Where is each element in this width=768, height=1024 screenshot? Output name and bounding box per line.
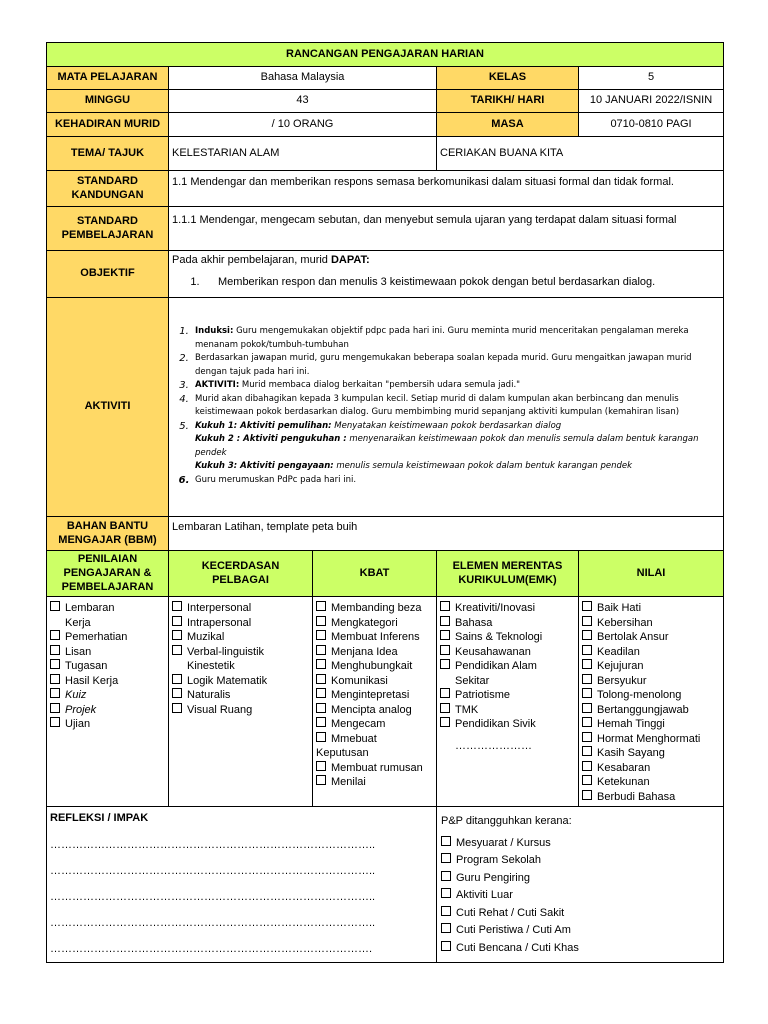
ditangguhkan-section <box>437 807 724 963</box>
kehadiran-value: / 10 ORANG <box>169 113 437 137</box>
kukuh-3-text: menulis semula keistimewaan pokok dalam bentuk karangan pendek <box>333 461 633 471</box>
masa-label: MASA <box>437 113 579 137</box>
aktiviti-item-body: Menyatakan keistimewaan pokok berdasarkan dialog <box>331 420 562 431</box>
checkbox-icon[interactable] <box>440 601 450 611</box>
ditangguhkan-item[interactable]: Guru Pengiring <box>441 870 719 888</box>
checkbox-icon[interactable] <box>440 616 450 626</box>
checkbox-icon[interactable] <box>316 601 326 611</box>
checkbox-icon[interactable] <box>316 616 326 626</box>
checkbox-icon[interactable] <box>441 906 451 916</box>
checkbox-icon[interactable] <box>582 790 592 800</box>
objektif-intro-bold: DAPAT: <box>330 254 370 266</box>
aktiviti-item-body: Murid akan dibahagikan kepada 3 kumpulan kecil. Setiap murid di dalam kumpulan akan berbincang dan menulis keistimewaan pokok berdasarkan dialog. Guru membimbing murid sepanjang aktiviti kumpulan (kemahiran lisan) <box>195 393 680 417</box>
checkbox-icon[interactable] <box>172 645 182 655</box>
aktiviti-item-number: 5. <box>179 420 189 432</box>
checkbox-icon[interactable] <box>316 761 326 771</box>
aktiviti-item-number: 1. <box>179 326 189 337</box>
kbat-item[interactable]: Mengecam <box>316 717 433 732</box>
aktiviti-item-6 <box>173 474 715 488</box>
emk-item: Sekitar <box>455 674 490 687</box>
tema-value: KELESTARIAN ALAM <box>169 137 437 171</box>
checkbox-icon[interactable] <box>441 888 451 898</box>
aktiviti-item-text <box>195 352 715 379</box>
aktiviti-item-body: Murid membaca dialog berkaitan "pembersih udara semula jadi." <box>239 380 521 390</box>
checkbox-icon[interactable] <box>440 688 450 698</box>
refleksi-section <box>47 807 437 963</box>
kbat-item[interactable]: Membanding beza <box>316 601 433 616</box>
checkbox-icon[interactable] <box>441 941 451 951</box>
checkbox-icon[interactable] <box>172 703 182 713</box>
rph-table <box>46 42 724 963</box>
aktiviti-item-6-number: 6. <box>178 474 190 486</box>
page-title: RANCANGAN PENGAJARAN HARIAN <box>47 43 724 67</box>
checkbox-icon[interactable] <box>316 645 326 655</box>
nilai-item[interactable]: Kesabaran <box>582 761 720 776</box>
aktiviti-item-lead: Kukuh 1: Aktiviti pemulihan: <box>195 420 332 431</box>
checkbox-icon[interactable] <box>316 630 326 640</box>
kbat-header: KBAT <box>313 551 437 597</box>
aktiviti-item-text <box>195 379 715 393</box>
kecerdasan-item[interactable]: Intrapersonal <box>172 616 309 631</box>
emk-list <box>437 597 579 807</box>
tarikh-label: TARIKH/ HARI <box>437 90 579 113</box>
checkbox-icon[interactable] <box>582 688 592 698</box>
refleksi-line[interactable]: …………………………………………………………………………….. <box>50 891 376 903</box>
aktiviti-item-number: 3. <box>179 380 189 391</box>
aktiviti-item-number: 4. <box>179 393 189 405</box>
objektif-label: OBJEKTIF <box>47 251 169 298</box>
penilaian-item[interactable]: Projek <box>50 703 165 718</box>
mata-pelajaran-value: Bahasa Malaysia <box>169 67 437 90</box>
nilai-item[interactable]: Berbudi Bahasa <box>582 790 720 805</box>
penilaian-list <box>47 597 169 807</box>
checkbox-icon[interactable] <box>582 674 592 684</box>
refleksi-line[interactable]: …………………………………………………………………………….. <box>50 839 376 851</box>
checkbox-icon[interactable] <box>582 732 592 742</box>
emk-item: ………………… <box>455 739 532 752</box>
tema-label: TEMA/ TAJUK <box>47 137 169 171</box>
kbat-item[interactable]: Menjana Idea <box>316 645 433 660</box>
nilai-item[interactable]: Keadilan <box>582 645 720 660</box>
checkbox-icon[interactable] <box>582 630 592 640</box>
checkbox-icon[interactable] <box>582 616 592 626</box>
kbat-item[interactable]: Menghubungkait <box>316 659 433 674</box>
aktiviti-item-4 <box>173 393 715 420</box>
checkbox-icon[interactable] <box>316 703 326 713</box>
kecerdasan-item[interactable]: Visual Ruang <box>172 703 309 718</box>
emk-item[interactable]: Sains & Teknologi <box>440 630 575 645</box>
kbat-item[interactable]: Membuat Inferens <box>316 630 433 645</box>
nilai-item[interactable]: Tolong-menolong <box>582 688 720 703</box>
checkbox-icon[interactable] <box>172 674 182 684</box>
kehadiran-label: KEHADIRAN MURID <box>47 113 169 137</box>
checkbox-icon[interactable] <box>50 645 60 655</box>
masa-value: 0710-0810 PAGI <box>579 113 724 137</box>
emk-item[interactable]: Pendidikan Sivik <box>440 717 575 732</box>
checkbox-icon[interactable] <box>582 761 592 771</box>
kbat-item[interactable]: Mmebuat <box>316 732 433 747</box>
standard-kandungan-value: 1.1 Mendengar dan memberikan respons semasa berkomunikasi dalam situasi formal dan tidak formal. <box>169 171 724 207</box>
aktiviti-item-text <box>195 393 715 420</box>
penilaian-item[interactable]: Hasil Kerja <box>50 674 165 689</box>
nilai-item[interactable]: Bersyukur <box>582 674 720 689</box>
aktiviti-label: AKTIVITI <box>47 298 169 517</box>
emk-item[interactable]: Keusahawanan <box>440 645 575 660</box>
checkbox-icon[interactable] <box>440 645 450 655</box>
checkbox-icon[interactable] <box>582 775 592 785</box>
aktiviti-item-2 <box>173 352 715 379</box>
objektif-intro: Pada akhir pembelajaran, murid <box>172 254 331 266</box>
emk-item[interactable]: Bahasa <box>440 616 575 631</box>
emk-item[interactable]: TMK <box>440 703 575 718</box>
checkbox-icon[interactable] <box>440 659 450 669</box>
aktiviti-item-body: Guru mengemukakan objektif pdpc pada hari ini. Guru meminta murid menceritakan pengalaman mereka menanam pokok/tumbuh-tumbuhan <box>195 326 689 350</box>
checkbox-icon[interactable] <box>440 630 450 640</box>
checkbox-icon[interactable] <box>316 674 326 684</box>
ditangguhkan-label: P&P ditangguhkan kerana: <box>441 815 572 828</box>
refleksi-line[interactable]: …………………………………………………………………………….. <box>50 917 376 929</box>
minggu-value: 43 <box>169 90 437 113</box>
kbat-item[interactable]: Menilai <box>316 775 433 790</box>
checkbox-icon[interactable] <box>582 703 592 713</box>
standard-pembelajaran-label: STANDARD PEMBELAJARAN <box>47 207 169 251</box>
aktiviti-content <box>169 298 724 517</box>
kbat-item[interactable]: Komunikasi <box>316 674 433 689</box>
checkbox-icon[interactable] <box>50 717 60 727</box>
kbat-list <box>313 597 437 807</box>
kecerdasan-item[interactable]: Muzikal <box>172 630 309 645</box>
checkbox-icon[interactable] <box>172 630 182 640</box>
ditangguhkan-item[interactable]: Mesyuarat / Kursus <box>441 835 719 853</box>
checkbox-icon[interactable] <box>316 717 326 727</box>
checkbox-icon[interactable] <box>440 717 450 727</box>
kukuh-2-lead: Kukuh 2 : Aktiviti pengukuhan : <box>195 434 347 444</box>
kecerdasan-item[interactable]: Verbal-linguistik <box>172 645 309 660</box>
checkbox-icon[interactable] <box>440 703 450 713</box>
checkbox-icon[interactable] <box>582 746 592 756</box>
refleksi-line[interactable]: …………………………………………………………………………….. <box>50 865 376 877</box>
penilaian-item[interactable]: Lembaran <box>50 601 165 616</box>
aktiviti-item-6-text: Guru merumuskan PdPc pada hari ini. <box>195 474 357 485</box>
nilai-item[interactable]: Bertanggungjawab <box>582 703 720 718</box>
aktiviti-item-text <box>195 420 715 434</box>
emk-header: ELEMEN MERENTAS KURIKULUM(EMK) <box>437 551 579 597</box>
kelas-label: KELAS <box>437 67 579 90</box>
kecerdasan-header: KECERDASAN PELBAGAI <box>169 551 313 597</box>
nilai-item[interactable]: Kebersihan <box>582 616 720 631</box>
ditangguhkan-item[interactable]: Cuti Rehat / Cuti Sakit <box>441 905 719 923</box>
penilaian-item[interactable]: Lisan <box>50 645 165 660</box>
kbat-item[interactable]: Membuat rumusan <box>316 761 433 776</box>
checkbox-icon[interactable] <box>50 601 60 611</box>
nilai-item[interactable]: Kejujuran <box>582 659 720 674</box>
aktiviti-item-body: Berdasarkan jawapan murid, guru mengemukakan beberapa soalan kepada murid. Guru mengaitkan jawapan murid dengan tajuk pada hari ini. <box>195 353 692 377</box>
kukuh-3-lead: Kukuh 3: Aktiviti pengayaan: <box>195 461 334 471</box>
kbat-item[interactable]: Mencipta analog <box>316 703 433 718</box>
kelas-value: 5 <box>579 67 724 90</box>
mata-pelajaran-label: MATA PELAJARAN <box>47 67 169 90</box>
bbm-label: BAHAN BANTU MENGAJAR (BBM) <box>47 517 169 551</box>
checkbox-icon[interactable] <box>582 717 592 727</box>
checkbox-icon[interactable] <box>172 601 182 611</box>
checkbox-icon[interactable] <box>50 674 60 684</box>
kbat-item: Keputusan <box>316 747 369 760</box>
standard-kandungan-label: STANDARD KANDUNGAN <box>47 171 169 207</box>
aktiviti-item-3 <box>173 379 715 393</box>
ditangguhkan-item[interactable]: Cuti Peristiwa / Cuti Am <box>441 922 719 940</box>
kukuh-2-text: menyenaraikan keistimewaan pokok dan menulis semula dalam bentuk karangan pendek <box>195 434 699 458</box>
aktiviti-item-text <box>195 325 715 352</box>
checkbox-icon[interactable] <box>441 871 451 881</box>
checkbox-icon[interactable] <box>50 703 60 713</box>
nilai-item[interactable]: Kasih Sayang <box>582 746 720 761</box>
checkbox-icon[interactable] <box>582 645 592 655</box>
aktiviti-item-number: 2. <box>179 353 189 364</box>
objektif-item-number: 1. <box>190 275 200 288</box>
minggu-label: MINGGU <box>47 90 169 113</box>
kecerdasan-item[interactable]: Interpersonal <box>172 601 309 616</box>
refleksi-line[interactable]: ……………………………………………………………………………. <box>50 943 373 955</box>
nilai-item[interactable]: Baik Hati <box>582 601 720 616</box>
nilai-header: NILAI <box>579 551 724 597</box>
kbat-item[interactable]: Mengkategori <box>316 616 433 631</box>
kecerdasan-item[interactable]: Naturalis <box>172 688 309 703</box>
emk-item[interactable]: Patriotisme <box>440 688 575 703</box>
penilaian-item[interactable]: Ujian <box>50 717 165 732</box>
checkbox-icon[interactable] <box>441 836 451 846</box>
penilaian-header: PENILAIAN PENGAJARAN & PEMBELAJARAN <box>47 551 169 597</box>
aktiviti-list <box>173 325 715 433</box>
kecerdasan-item[interactable]: Logik Matematik <box>172 674 309 689</box>
nilai-item[interactable]: Hormat Menghormati <box>582 732 720 747</box>
penilaian-item[interactable]: Pemerhatian <box>50 630 165 645</box>
checkbox-icon[interactable] <box>50 659 60 669</box>
kecerdasan-list <box>169 597 313 807</box>
checkbox-icon[interactable] <box>50 688 60 698</box>
checkbox-icon[interactable] <box>316 732 326 742</box>
penilaian-item: Kerja <box>65 616 91 629</box>
nilai-item[interactable]: Bertolak Ansur <box>582 630 720 645</box>
checkbox-icon[interactable] <box>582 601 592 611</box>
aktiviti-kukuh-2 <box>173 433 715 460</box>
aktiviti-item-5 <box>173 420 715 434</box>
checkbox-icon[interactable] <box>441 853 451 863</box>
checkbox-icon[interactable] <box>582 659 592 669</box>
tarikh-value: 10 JANUARI 2022/ISNIN <box>579 90 724 113</box>
aktiviti-kukuh-3 <box>173 460 715 474</box>
standard-pembelajaran-value: 1.1.1 Mendengar, mengecam sebutan, dan menyebut semula ujaran yang terdapat dalam situasi formal <box>169 207 724 251</box>
ditangguhkan-item[interactable]: Cuti Bencana / Cuti Khas <box>441 940 719 958</box>
kecerdasan-item: Kinestetik <box>187 660 235 673</box>
refleksi-label: REFLEKSI / IMPAK <box>50 812 149 825</box>
checkbox-icon[interactable] <box>316 688 326 698</box>
aktiviti-item-1 <box>173 325 715 352</box>
nilai-item[interactable]: Ketekunan <box>582 775 720 790</box>
ditangguhkan-item[interactable]: Program Sekolah <box>441 852 719 870</box>
penilaian-item[interactable]: Tugasan <box>50 659 165 674</box>
aktiviti-item-lead: AKTIVITI: <box>195 380 240 390</box>
objektif-content <box>169 251 724 298</box>
checkbox-icon[interactable] <box>172 616 182 626</box>
checkbox-icon[interactable] <box>316 775 326 785</box>
penilaian-item[interactable]: Kuiz <box>50 688 165 703</box>
objektif-item: Memberikan respon dan menulis 3 keistimewaan pokok dengan betul berdasarkan dialog. <box>218 275 656 288</box>
aktiviti-item-lead: Induksi: <box>195 326 234 336</box>
checkbox-icon[interactable] <box>50 630 60 640</box>
checkbox-icon[interactable] <box>441 923 451 933</box>
emk-item[interactable]: Kreativiti/Inovasi <box>440 601 575 616</box>
checkbox-icon[interactable] <box>316 659 326 669</box>
checkbox-icon[interactable] <box>172 688 182 698</box>
emk-item[interactable]: Pendidikan Alam <box>440 659 575 674</box>
bbm-value: Lembaran Latihan, template peta buih <box>169 517 724 551</box>
nilai-list <box>579 597 724 807</box>
kbat-item[interactable]: Mengintepretasi <box>316 688 433 703</box>
tajuk-value: CERIAKAN BUANA KITA <box>437 137 724 171</box>
ditangguhkan-item[interactable]: Aktiviti Luar <box>441 887 719 905</box>
nilai-item[interactable]: Hemah Tinggi <box>582 717 720 732</box>
